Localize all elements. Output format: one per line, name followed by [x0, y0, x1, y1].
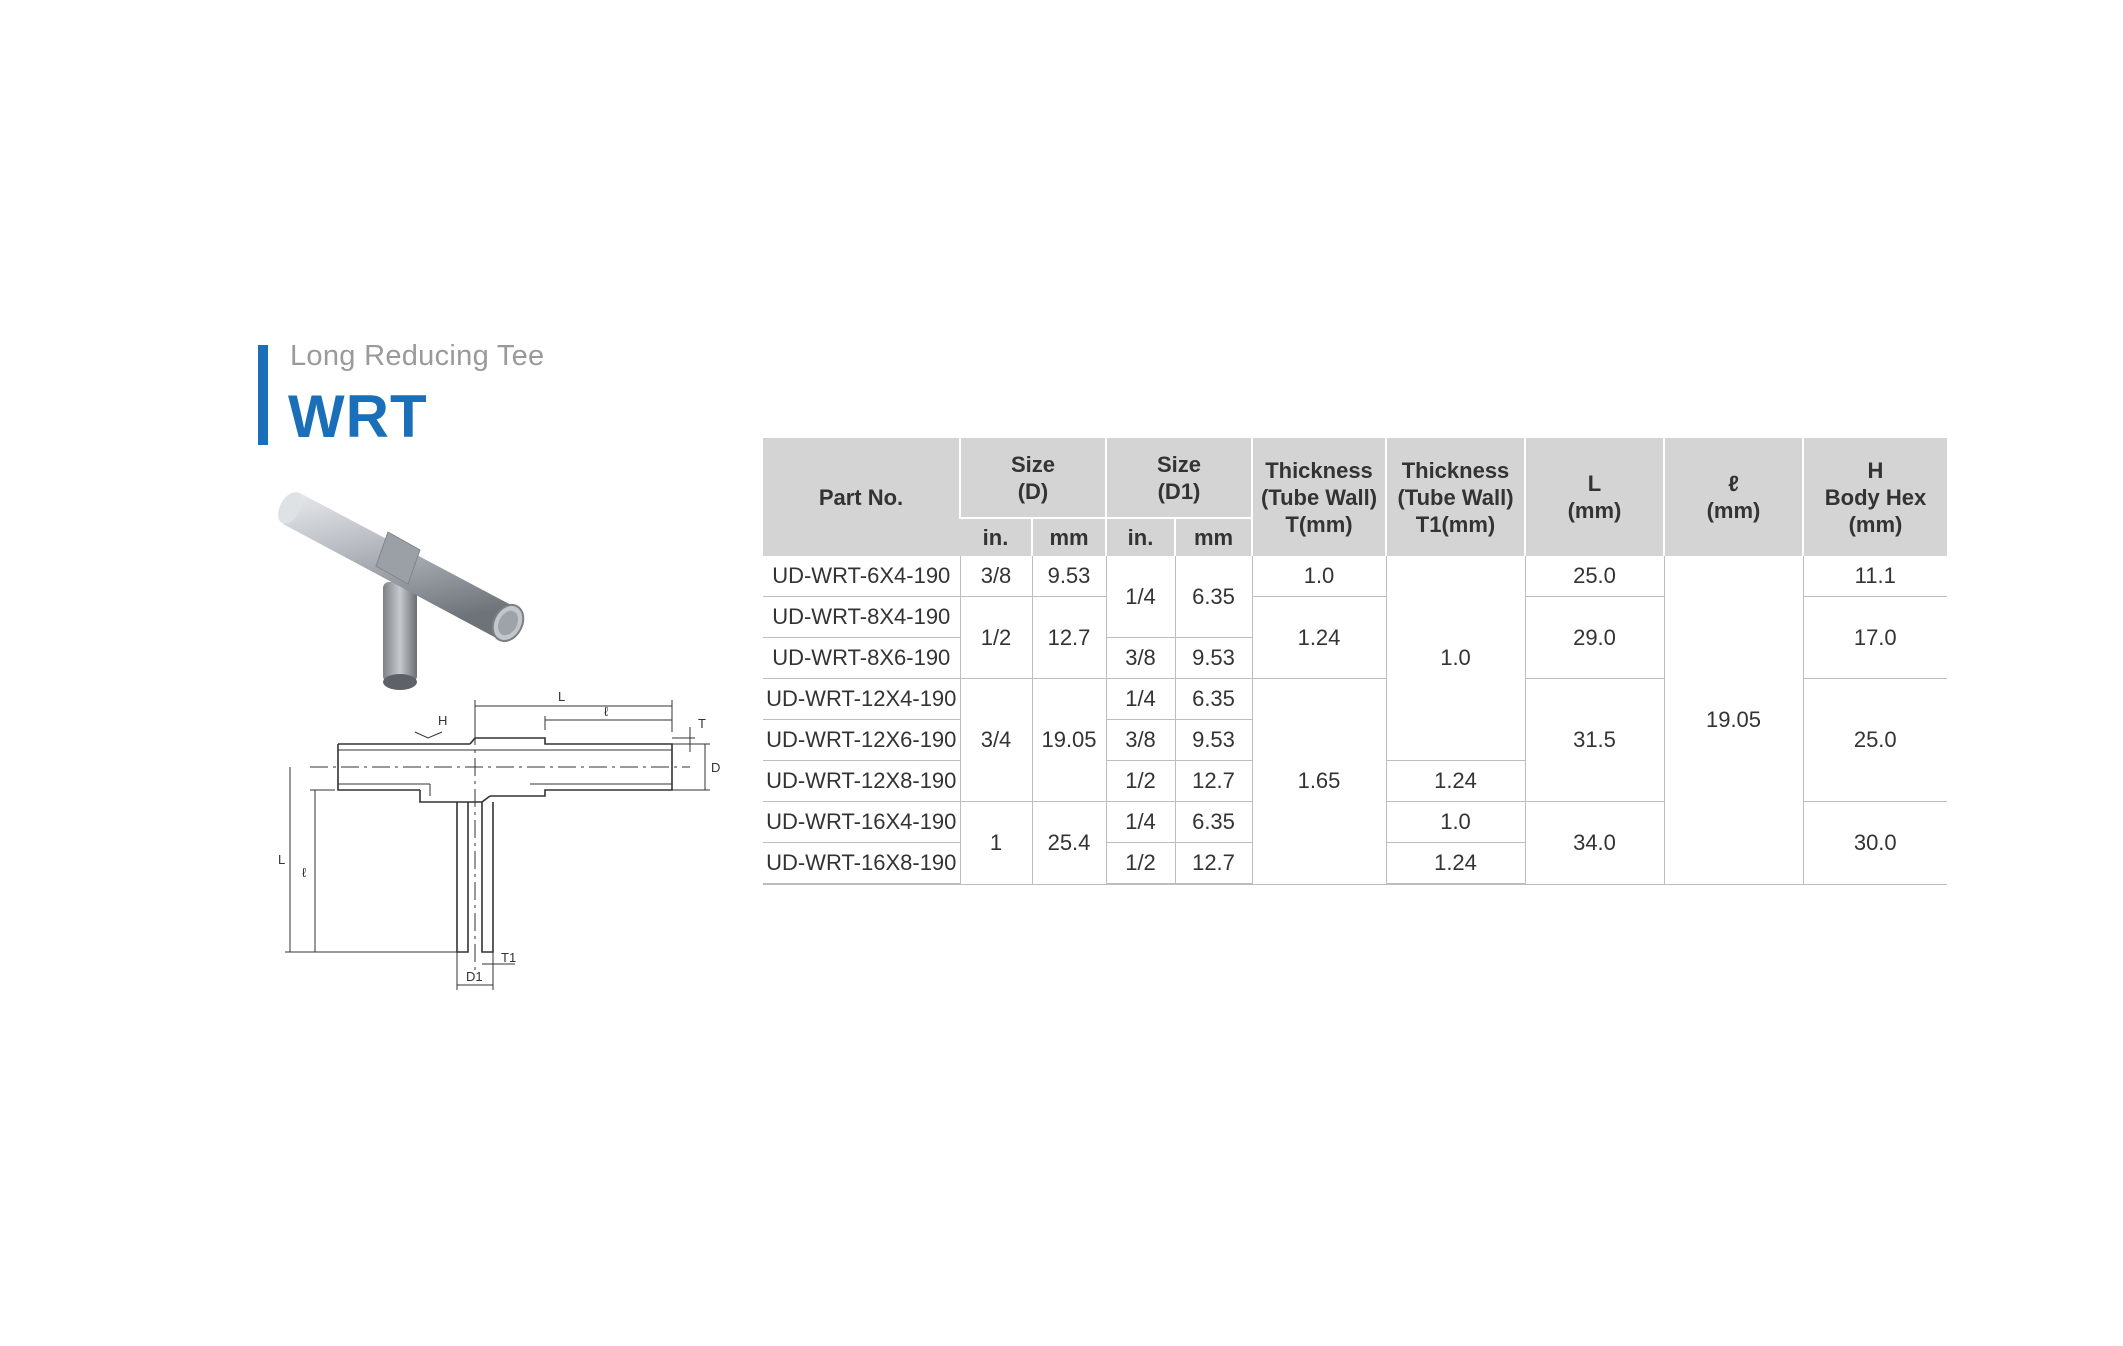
cell-part-no: UD-WRT-12X6-190	[763, 720, 960, 761]
cell-thickness-t: 1.65	[1252, 679, 1386, 885]
cell-thickness-t1: 1.0	[1386, 556, 1525, 761]
table-row	[763, 556, 1947, 597]
header-thickness-t	[1252, 438, 1386, 556]
header-thickness-t1	[1386, 438, 1525, 556]
cell-d-in: 1	[960, 802, 1032, 885]
dim-label-L-vertical: L	[278, 852, 286, 867]
cell-d1-mm: 9.53	[1175, 720, 1252, 761]
cell-d1-in: 1/2	[1106, 761, 1175, 802]
header-size-d1-line1: Size	[1156, 451, 1202, 477]
header-thickness-t1-line3: T1(mm)	[1415, 511, 1496, 537]
header-size-d1-line2: (D1)	[1157, 478, 1201, 504]
dim-label-L: L	[558, 689, 566, 704]
header-L-line2: (mm)	[1567, 498, 1622, 523]
header-part-no: Part No.	[763, 438, 960, 556]
cell-d1-in: 1/2	[1106, 843, 1175, 885]
dim-label-D: D	[711, 760, 721, 775]
cell-d-mm: 25.4	[1032, 802, 1106, 885]
cell-thickness-t1: 1.24	[1386, 843, 1525, 885]
spec-table	[763, 438, 1947, 885]
product-photo	[270, 462, 540, 702]
product-title: WRT	[288, 383, 428, 450]
cell-d-in: 3/8	[960, 556, 1032, 597]
cell-L: 31.5	[1525, 679, 1664, 802]
header-thickness-t1-line1: Thickness	[1401, 457, 1510, 483]
cell-d1-mm: 6.35	[1175, 556, 1252, 638]
cell-d1-mm: 12.7	[1175, 843, 1252, 885]
cell-d1-in: 1/4	[1106, 556, 1175, 638]
dim-label-T: T	[698, 716, 706, 731]
cell-L: 34.0	[1525, 802, 1664, 885]
cell-d-mm: 12.7	[1032, 597, 1106, 679]
header-size-d	[960, 438, 1106, 518]
cell-L: 29.0	[1525, 597, 1664, 679]
title-accent-bar	[258, 345, 268, 445]
cell-d1-mm: 6.35	[1175, 679, 1252, 720]
cell-d-mm: 19.05	[1032, 679, 1106, 802]
header-d1-mm: mm	[1175, 518, 1252, 556]
cell-d1-in: 3/8	[1106, 720, 1175, 761]
cell-l: 19.05	[1664, 556, 1803, 884]
cell-thickness-t: 1.24	[1252, 597, 1386, 679]
dim-label-T1: T1	[501, 950, 517, 965]
cell-H: 17.0	[1803, 597, 1947, 679]
cell-d1-in: 1/4	[1106, 802, 1175, 843]
header-d-in: in.	[960, 518, 1032, 556]
cell-part-no: UD-WRT-16X4-190	[763, 802, 960, 843]
cell-d1-mm: 6.35	[1175, 802, 1252, 843]
header-size-d-line2: (D)	[1017, 478, 1049, 504]
header-d1-in: in.	[1106, 518, 1175, 556]
cell-H: 30.0	[1803, 802, 1947, 885]
cell-H: 11.1	[1803, 556, 1947, 597]
cell-part-no: UD-WRT-12X4-190	[763, 679, 960, 720]
header-H	[1803, 438, 1947, 556]
cell-part-no: UD-WRT-16X8-190	[763, 843, 960, 885]
header-H-line3: (mm)	[1848, 511, 1903, 537]
header-thickness-t-line3: T(mm)	[1285, 511, 1353, 537]
cell-part-no: UD-WRT-6X4-190	[763, 556, 960, 597]
header-H-line2: Body Hex	[1824, 484, 1927, 510]
header-L	[1525, 438, 1664, 556]
cell-thickness-t1: 1.0	[1386, 802, 1525, 843]
dim-label-l: ℓ	[604, 704, 609, 719]
cell-part-no: UD-WRT-8X4-190	[763, 597, 960, 638]
dimension-drawing	[270, 672, 740, 1012]
cell-part-no: UD-WRT-8X6-190	[763, 638, 960, 679]
header-thickness-t-line1: Thickness	[1265, 457, 1373, 483]
header-thickness-t-line2: (Tube Wall)	[1260, 484, 1378, 510]
header-size-d-line1: Size	[1010, 451, 1056, 477]
header-H-line1: H	[1867, 457, 1884, 483]
cell-d-in: 3/4	[960, 679, 1032, 802]
cell-thickness-t1: 1.24	[1386, 761, 1525, 802]
product-subtitle: Long Reducing Tee	[290, 340, 545, 372]
cell-L: 25.0	[1525, 556, 1664, 597]
header-thickness-t1-line2: (Tube Wall)	[1397, 484, 1514, 510]
cell-d1-in: 3/8	[1106, 638, 1175, 679]
header-size-d1	[1106, 438, 1252, 518]
cell-d-in: 1/2	[960, 597, 1032, 679]
header-l	[1664, 438, 1803, 556]
dim-label-D1: D1	[466, 969, 483, 984]
header-d-mm: mm	[1032, 518, 1106, 556]
header-L-line1: L	[1587, 471, 1602, 496]
cell-thickness-t: 1.0	[1252, 556, 1386, 597]
cell-d1-in: 1/4	[1106, 679, 1175, 720]
header-l-line2: (mm)	[1706, 498, 1761, 523]
dim-label-H: H	[438, 713, 448, 728]
cell-d1-mm: 12.7	[1175, 761, 1252, 802]
dim-label-l-vertical: ℓ	[302, 865, 307, 880]
cell-part-no: UD-WRT-12X8-190	[763, 761, 960, 802]
cell-d1-mm: 9.53	[1175, 638, 1252, 679]
cell-H: 25.0	[1803, 679, 1947, 802]
cell-d-mm: 9.53	[1032, 556, 1106, 597]
header-l-line1: ℓ	[1728, 471, 1739, 496]
